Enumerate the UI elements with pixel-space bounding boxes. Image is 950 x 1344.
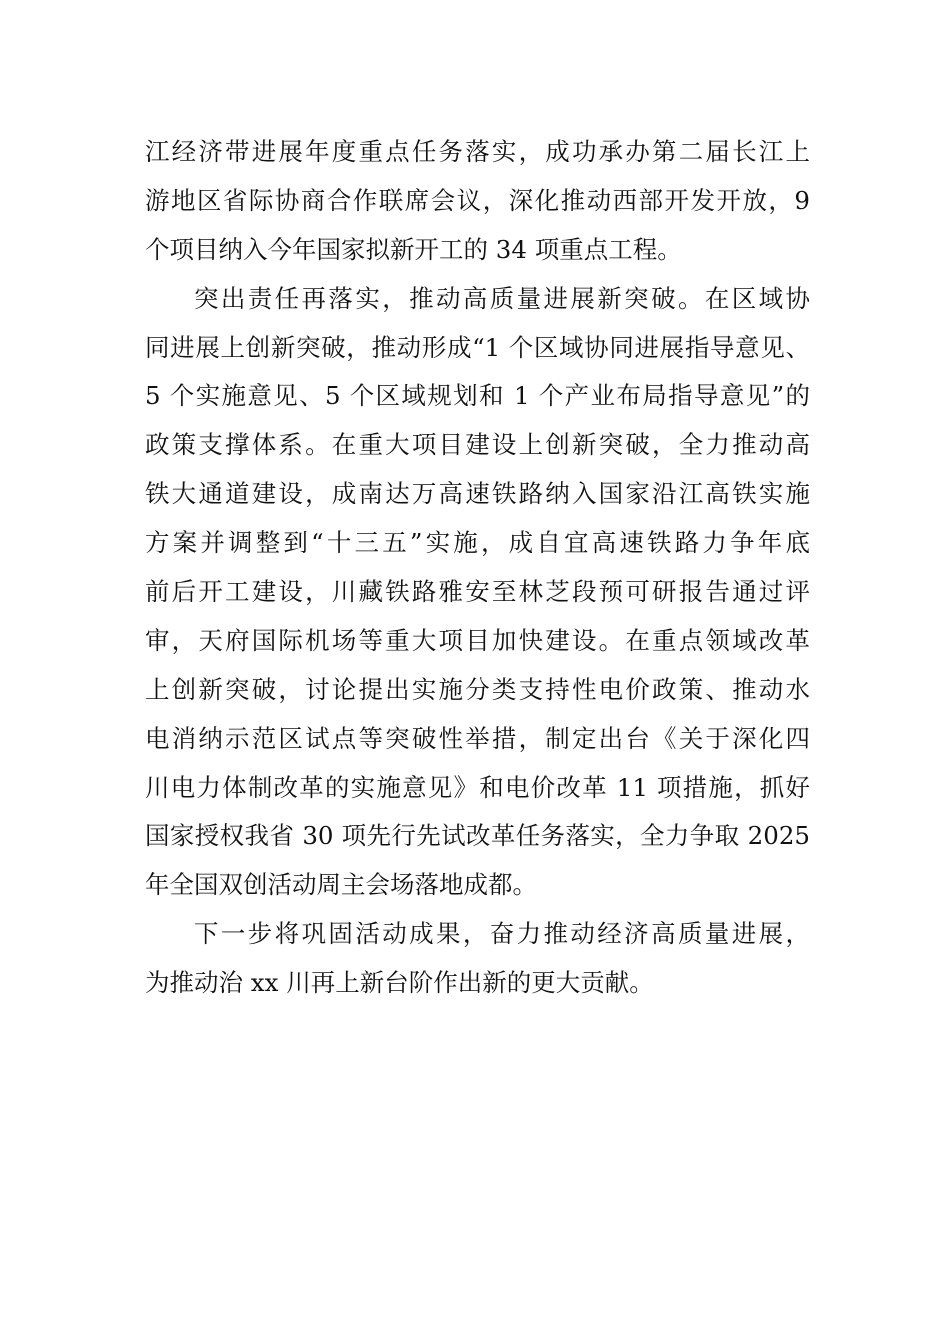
text-line: 铁大通道建设，成南达万高速铁路纳入国家沿江高铁实施 <box>145 479 810 509</box>
text-line: 江经济带进展年度重点任务落实，成功承办第二届长江上 <box>145 137 810 166</box>
text-line: 为推动治 xx 川再上新台阶作出新的更大贡献。 <box>145 968 654 998</box>
body-text <box>145 128 810 1008</box>
text-line: 年全国双创活动周主会场落地成都。 <box>145 870 537 900</box>
text-line: 电消纳示范区试点等突破性举措，制定出台《关于深化四 <box>145 723 810 753</box>
text-line: 方案并调整到“十三五”实施，成自宜高速铁路力争年底 <box>145 528 810 558</box>
text-line: 个项目纳入今年国家拟新开工的 34 项重点工程。 <box>145 234 682 264</box>
text-line: 上创新突破，讨论提出实施分类支持性电价政策、推动水 <box>145 674 810 704</box>
text-line: 前后开工建设，川藏铁路雅安至林芝段预可研报告通过评 <box>145 577 810 607</box>
paragraph-first-line: 下一步将巩固活动成果，奋力推动经济高质量进展， <box>194 919 810 949</box>
text-line: 审，天府国际机场等重大项目加快建设。在重点领域改革 <box>145 625 810 655</box>
text-line: 5 个实施意见、5 个区域规划和 1 个产业布局指导意见”的 <box>145 381 810 411</box>
text-line: 政策支撑体系。在重大项目建设上创新突破，全力推动高 <box>145 430 810 460</box>
text-line: 游地区省际协商合作联席会议，深化推动西部开发开放，9 <box>145 185 810 215</box>
text-line: 国家授权我省 30 项先行先试改革任务落实，全力争取 2025 <box>145 821 810 851</box>
text-line: 川电力体制改革的实施意见》和电价改革 11 项措施，抓好 <box>145 772 810 802</box>
text-line: 同进展上创新突破，推动形成“1 个区域协同进展指导意见、 <box>145 332 810 362</box>
paragraph-first-line: 突出责任再落实，推动高质量进展新突破。在区域协 <box>194 283 810 313</box>
